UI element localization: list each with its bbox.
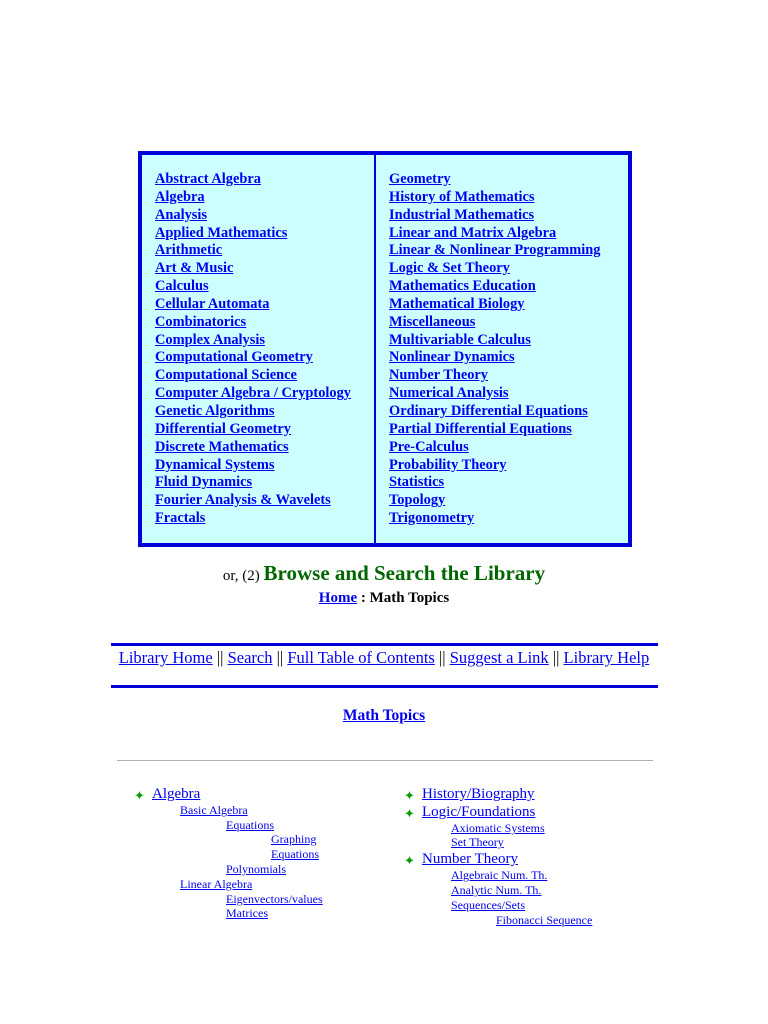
topic-link-pre-calculus[interactable]: Pre-Calculus [389,438,469,455]
tree-link-graphing-equations[interactable]: Equations [271,847,319,861]
topic-link-analysis[interactable]: Analysis [155,206,207,223]
topic-link-cellular-automata[interactable]: Cellular Automata [155,295,270,312]
topic-link-ordinary-differential-equations[interactable]: Ordinary Differential Equations [389,402,588,419]
nav-separator: || [434,648,450,667]
tree-link-eigenvectors[interactable]: Eigenvectors/values [226,892,323,906]
tree-link-sequences-sets[interactable]: Sequences/Sets [451,898,525,912]
topic-link-applied-mathematics[interactable]: Applied Mathematics [155,224,288,241]
math-topics-heading-link[interactable]: Math Topics [342,707,426,724]
topic-link-trigonometry[interactable]: Trigonometry [389,510,475,527]
tree-link-linear-algebra[interactable]: Linear Algebra [180,877,253,891]
math-topics-box [138,151,632,547]
topic-link-linear-nonlinear-programming[interactable]: Linear & Nonlinear Programming [389,242,601,259]
nav-link-library-help[interactable]: Library Help [563,648,650,667]
topic-link-linear-matrix-algebra[interactable]: Linear and Matrix Algebra [389,224,557,241]
topic-link-multivariable-calculus[interactable]: Multivariable Calculus [389,331,531,348]
tree-link-set-theory[interactable]: Set Theory [451,835,504,849]
nav-link-search[interactable]: Search [227,648,273,667]
tree-link-algebraic-num-th[interactable]: Algebraic Num. Th. [451,868,548,882]
topic-link-dynamical-systems[interactable]: Dynamical Systems [155,456,275,473]
topic-link-fluid-dynamics[interactable]: Fluid Dynamics [155,474,253,491]
topic-link-fourier-analysis[interactable]: Fourier Analysis & Wavelets [155,492,331,509]
breadcrumb-current: Math Topics [369,590,450,606]
topic-link-computational-geometry[interactable]: Computational Geometry [155,349,313,366]
nav-separator: || [272,648,288,667]
topics-column-right [376,155,626,543]
topic-link-miscellaneous[interactable]: Miscellaneous [389,313,476,330]
tree-link-polynomials[interactable]: Polynomials [226,862,287,876]
tree-link-number-theory[interactable]: Number Theory [422,851,518,867]
topic-link-combinatorics[interactable]: Combinatorics [155,313,247,330]
tree-link-axiomatic-systems[interactable]: Axiomatic Systems [451,821,545,835]
topics-column-left [142,155,376,543]
topic-link-industrial-mathematics[interactable]: Industrial Mathematics [389,206,535,223]
topic-link-mathematics-education[interactable]: Mathematics Education [389,278,536,295]
tree-link-basic-algebra[interactable]: Basic Algebra [180,803,248,817]
section-divider [117,760,653,761]
browse-title: Browse and Search the Library [263,561,546,585]
nav-separator: || [548,648,564,667]
star-bullet-icon: ✦ [134,788,145,803]
breadcrumb-home-link[interactable]: Home [318,590,358,606]
tree-link-fibonacci-sequence[interactable]: Fibonacci Sequence [496,913,593,927]
tree-link-graphing[interactable]: Graphing [271,832,317,846]
topic-link-arithmetic[interactable]: Arithmetic [155,242,223,259]
topic-link-algebra[interactable]: Algebra [155,188,205,205]
nav-link-suggest-a-link[interactable]: Suggest a Link [449,648,549,667]
topic-link-computer-algebra[interactable]: Computer Algebra / Cryptology [155,385,351,402]
topic-link-topology[interactable]: Topology [389,492,446,509]
nav-link-full-table-of-contents[interactable]: Full Table of Contents [287,648,435,667]
nav-rule-top [111,643,658,646]
topic-link-art-music[interactable]: Art & Music [155,260,234,277]
tree-link-equations[interactable]: Equations [226,818,274,832]
star-bullet-icon: ✦ [404,788,415,803]
topic-link-discrete-mathematics[interactable]: Discrete Mathematics [155,438,289,455]
topic-link-abstract-algebra[interactable]: Abstract Algebra [155,171,261,187]
topic-link-mathematical-biology[interactable]: Mathematical Biology [389,295,525,312]
topic-link-probability-theory[interactable]: Probability Theory [389,456,507,473]
math-topics-heading [0,707,768,725]
tree-link-algebra[interactable]: Algebra [152,786,201,802]
tree-link-history-biography[interactable]: History/Biography [422,786,535,802]
tree-link-analytic-num-th[interactable]: Analytic Num. Th. [451,883,542,897]
topic-link-complex-analysis[interactable]: Complex Analysis [155,331,265,348]
library-nav-bar [0,648,768,668]
topic-link-logic-set-theory[interactable]: Logic & Set Theory [389,260,510,277]
tree-link-matrices[interactable]: Matrices [226,906,268,920]
nav-separator: || [212,648,228,667]
topic-link-differential-geometry[interactable]: Differential Geometry [155,420,291,437]
tree-link-logic-foundations[interactable]: Logic/Foundations [422,804,536,820]
topic-link-calculus[interactable]: Calculus [155,278,209,295]
topic-link-geometry[interactable]: Geometry [389,171,451,187]
breadcrumb-separator: : [357,590,370,606]
browse-heading [0,561,768,586]
nav-link-library-home[interactable]: Library Home [118,648,213,667]
browse-prefix: or, (2) [222,568,264,584]
topic-link-history-of-mathematics[interactable]: History of Mathematics [389,188,535,205]
topic-link-number-theory[interactable]: Number Theory [389,367,489,384]
topic-link-nonlinear-dynamics[interactable]: Nonlinear Dynamics [389,349,515,366]
topic-link-genetic-algorithms[interactable]: Genetic Algorithms [155,402,275,419]
topic-link-computational-science[interactable]: Computational Science [155,367,297,384]
star-bullet-icon: ✦ [404,853,415,868]
breadcrumb [0,590,768,607]
topic-link-numerical-analysis[interactable]: Numerical Analysis [389,385,509,402]
nav-rule-bottom [111,685,658,688]
topic-link-fractals[interactable]: Fractals [155,510,206,527]
topic-link-partial-differential-equations[interactable]: Partial Differential Equations [389,420,572,437]
topic-link-statistics[interactable]: Statistics [389,474,445,491]
star-bullet-icon: ✦ [404,806,415,821]
